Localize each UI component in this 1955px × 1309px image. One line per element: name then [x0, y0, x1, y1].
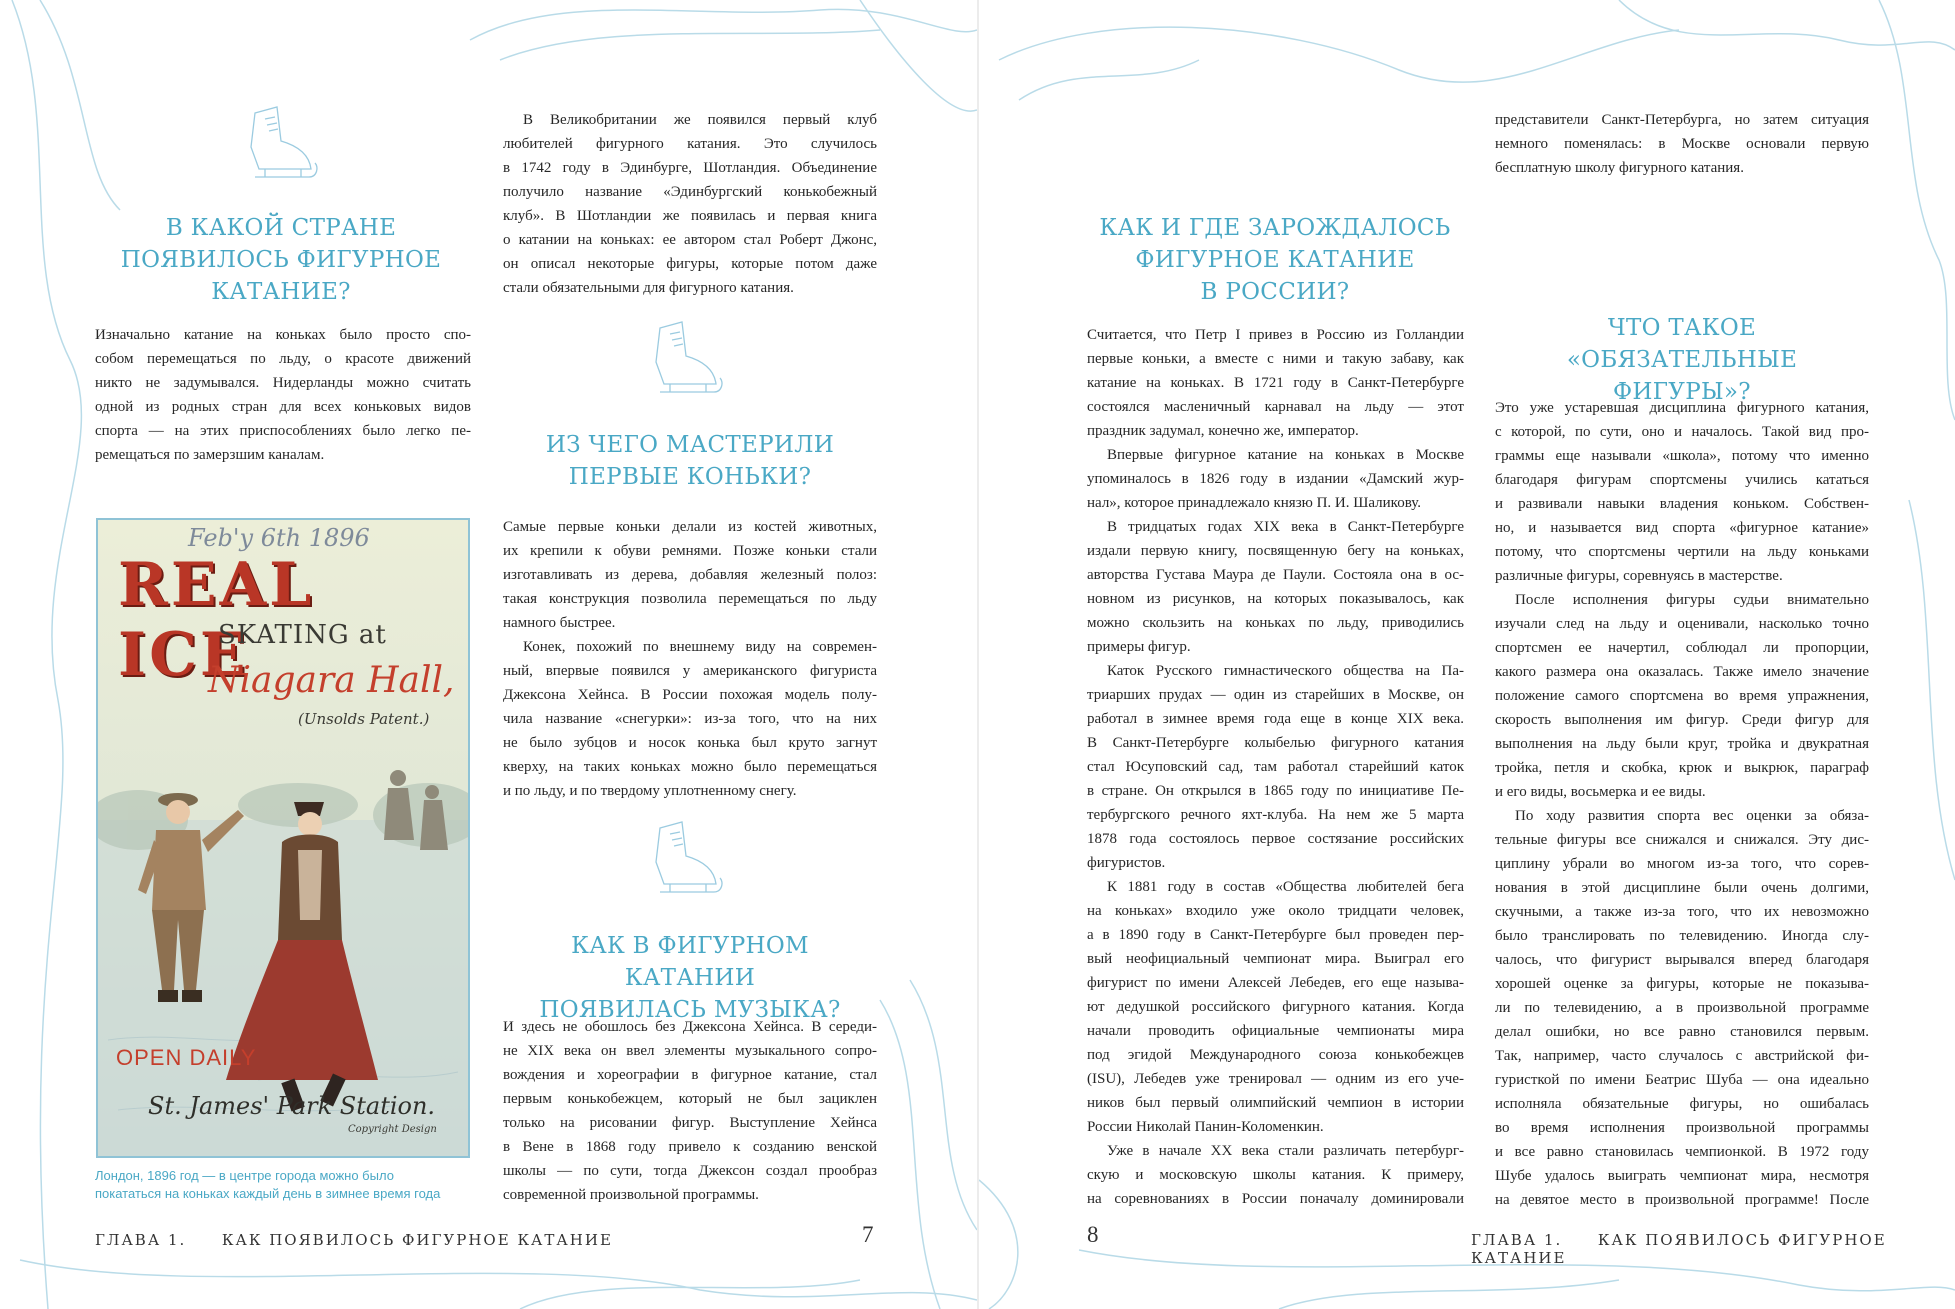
chapter-label: ГЛАВА 1.: [95, 1231, 187, 1249]
left-page: [0, 0, 977, 1309]
heading-russia: КАК И ГДЕ ЗАРОЖДАЛОСЬ ФИГУРНОЕ КАТАНИЕ В РОССИИ?: [1099, 215, 1451, 305]
poster-caption: Лондон, 1896 год — в центре города можно было покататься на коньках каждый день в зимнее время года: [95, 1168, 441, 1201]
skate-icon: [225, 105, 325, 205]
poster-date: Feb'y 6th 1896: [188, 524, 370, 552]
section-music-text: И здесь не обошлось без Джексона Хейнса. В середи- не XIX века он ввел элементы музыкального сопро- вождения и хореографии в фигурное катание, стал первым конькобежцем, который не был зациклен только на рисовании фигур. Выступление Хейнса в Вене в 1868 году привело к созданию венской школы — по сути, тогда Джексон создал прообраз современной произвольной программы.: [503, 1019, 877, 1203]
section-first-skates-text: Самые первые коньки делали из костей животных, их крепили к обуви ремнями. Позже коньки стали изготавливать из дерева, добавляя железный полоз: такая конструкция позволила перемещаться по льду намного быстрее. Конек, похожий по внешнему виду на современ- ный, впервые появился у американского фигуриста Джексона Хейнса. В России похожая модель полу- чила название «снегурки»: из-за того, что на них не было зубцов и носок конька был круто загнут кверху, на таких коньках можно было перемещаться и по льду, и по твердому уплотненному снегу.: [503, 519, 877, 799]
poster-station: St. James' Park Station.: [148, 1092, 436, 1120]
poster-subtitle: SKATING at: [218, 620, 387, 650]
skate-icon: [630, 820, 730, 920]
page-number: 8: [1087, 1222, 1099, 1247]
right-page: [979, 0, 1955, 1309]
chapter-label: ГЛАВА 1.: [1471, 1231, 1563, 1249]
skate-icon: [630, 320, 730, 420]
poster-title: REAL ICE: [118, 550, 315, 690]
chapter-title: КАК ПОЯВИЛОСЬ ФИГУРНОЕ КАТАНИЕ: [221, 1231, 613, 1249]
running-footer: [1471, 1231, 1955, 1267]
heading-compulsory-figures: ЧТО ТАКОЕ «ОБЯЗАТЕЛЬНЫЕ ФИГУРЫ»?: [1566, 315, 1798, 405]
column2-intro-text: В Великобритании же появился первый клуб любителей фигурного катания. Это случилось в 1742 году в Эдинбурге, Шотландия. Объединение получило название «Эдинбургский конькобежный клуб». В Шотландии же появилась и первая книга о катании на коньках: ее автором стал Роберт Джонс, он описал некоторые фигуры, которые потом даже стали обязательными для фигурного катания.: [503, 112, 877, 296]
poster-patent: (Unsolds Patent.): [298, 710, 430, 728]
chapter-title: КАК ПОЯВИЛОСЬ ФИГУРНОЕ КАТАНИЕ: [1471, 1231, 1887, 1267]
heading-first-skates: ИЗ ЧЕГО МАСТЕРИЛИ ПЕРВЫЕ КОНЬКИ?: [545, 432, 835, 490]
running-footer: [95, 1231, 613, 1249]
vintage-skating-poster: [96, 518, 470, 1158]
section-compulsory-figures-text: Это уже устаревшая дисциплина фигурного катания, с которой, по сути, оно и началось. Такой вид про- граммы еще называли «школа», потому что именно благодаря фигурам спортсмены учились кататься и развивали навыки владения коньком. Собствен- но, и называется вид спорта «фигурное катание» потому, что спортсмены чертили на льду коньками различные фигуры, соревнуясь в мастерстве. После исполнения фигуры судьи внимательно изучали след на льду и оценивали, насколько точно спортсмен ее начертил, соблюдал ли пропорции, какого размера она оказалась. Также имело значение положение самого спортсмена во время упражнения, скорость выполнения им фигур. Среди фигур для выполнения на льду были круг, тройка и двукратная тройка, петля и скобка, крюк и выкрюк, параграф и его виды, восьмерка и ее виды. По ходу развития спорта вес оценки за обяза- тельные фигуры все снижался и снижался. Эту дис- циплину убрали во многом из-за того, что сорев- нования в этой дисциплине были очень долгими, скучными, а также из-за того, что их невозможно было транслировать по телевидению. Иногда слу- чалось, что фигурист вырывался вперед благодаря хорошей оценке за фигуры, которые не показыва- ли по телевидению, а в произвольной программе делал ошибки, но все равно становился первым. Так, например, часто случалось с австрийской фи- гуристкой по имени Беатрис Шуба — она идеально исполняла обязательные фигуры, но ошибалась во время исполнения произвольной программы и все равно становилась чемпионкой. В 1972 году Шубе удалось выиграть чемпионат мира, несмотря на девятое место в произвольной программе! После: [1495, 400, 1869, 1208]
page-number: 7: [862, 1222, 874, 1247]
section-russia-text: Считается, что Петр I привез в Россию из Голландии первые коньки, а вместе с ними и такую забаву, как катание на коньках. В 1721 году в Санкт-Петербурге состоялся масленичный карнавал на льду — этот праздник задумал, конечно же, император. Впервые фигурное катание на коньках в Москве упоминалось в 1826 году в издании «Дамский жур- нал», которое принадлежало князю П. И. Шаликову. В тридцатых годах XIX века в Санкт-Петербурге издали первую книгу, посвященную бегу на коньках, авторства Густава Маура де Паули. Состояла она в ос- новном из рисунков, на которых показывалось, как можно скользить на коньках по льду, приводились примеры фигур. Каток Русского гимнастического общества на Па- триарших прудах — один из старейших в Москве, он работал в зимнее время года еще в конце XIX века. В Санкт-Петербурге колыбелью фигурного катания стал Юсуповский сад, там работал старейший каток в стране. Он открылся в 1865 году по инициативе Пе- тербургского речного яхт-клуба. На нем же 5 марта 1878 года состоялось первое состязание российских фигуристов. К 1881 году в состав «Общества любителей бега на коньках» входило уже около тридцати человек, а в 1890 году в Санкт-Петербурге был проведен пер- вый неофициальный чемпионат мира. Выиграл его фигурист по имени Алексей Лебедев, его еще называ- ют дедушкой российского фигурного катания. Когда начали проводить официальные чемпионаты мира под эгидой Международного союза конькобежцев (ISU), Лебедев уже тренировал — одним из его уче- ников был первый олимпийский чемпион в истории России Николай Панин-Коломенкин. Уже в начале XX века стали различать петербург- скую и московскую школы катания. К примеру, на соревнованиях в России поначалу доминировали: [1087, 327, 1464, 1207]
poster-venue: Niagara Hall,: [208, 660, 455, 701]
heading-music: КАК В ФИГУРНОМ КАТАНИИ ПОЯВИЛАСЬ МУЗЫКА?: [539, 933, 841, 1023]
heading-which-country: В КАКОЙ СТРАНЕ ПОЯВИЛОСЬ ФИГУРНОЕ КАТАНИЕ?: [120, 215, 442, 305]
column2-continuation-text: представители Санкт-Петербурга, но затем ситуация немного поменялась: в Москве основали первую бесплатную школу фигурного катания.: [1495, 112, 1869, 176]
section-which-country-text: Изначально катание на коньках было просто спо- собом перемещаться по льду, о красоте движений никто не задумывался. Нидерланды можно считать одной из родных стран для всех коньковых видов спорта — на этих приспособлениях было легко пе- ремещаться по замерзшим каналам.: [95, 327, 471, 463]
poster-open-daily: OPEN DAILY: [116, 1045, 257, 1070]
poster-copyright: Copyright Design: [348, 1124, 437, 1135]
